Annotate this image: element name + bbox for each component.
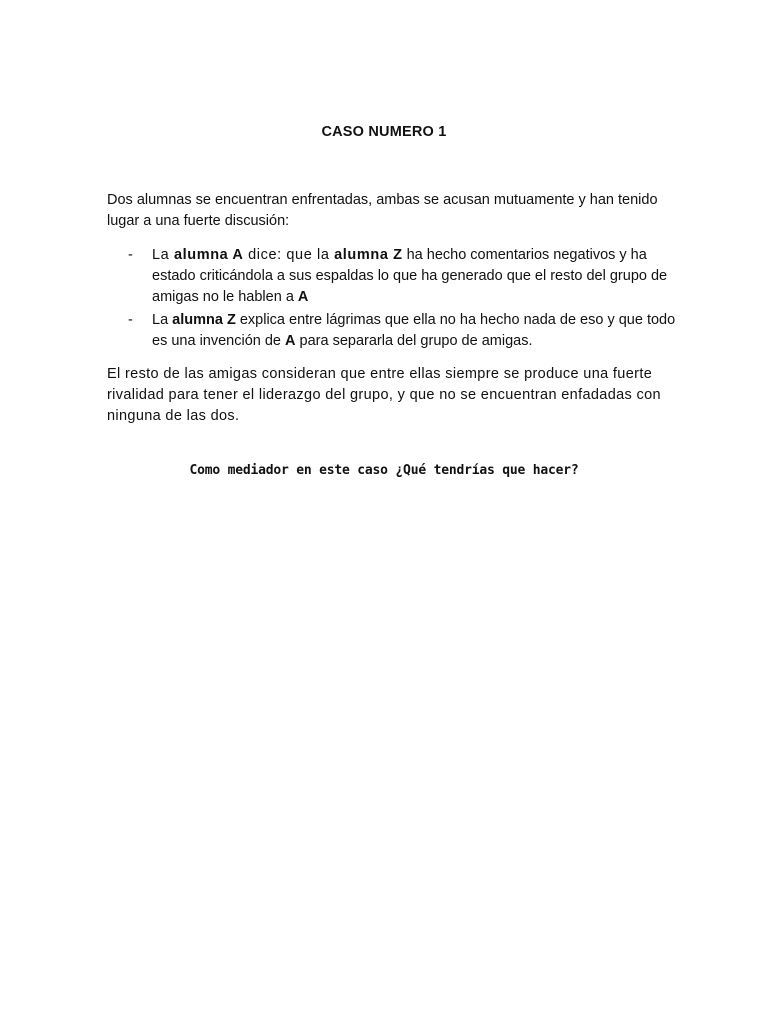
statement-text: La <box>152 312 173 328</box>
student-z-label: alumna Z <box>172 312 236 328</box>
list-item-statement-a <box>107 245 687 308</box>
statement-text: para separarla del grupo de amigas. <box>295 333 533 349</box>
case-statements-list <box>107 245 687 354</box>
list-item-statement-z <box>107 310 687 352</box>
statement-text: dice: que la <box>243 247 335 263</box>
mediator-question: Como mediador en este caso ¿Qué tendrías que hacer? <box>189 463 579 478</box>
intro-paragraph: Dos alumnas se encuentran enfrentadas, ambas se acusan mutuamente y han tenido lugar a una fuerte discusión: <box>107 192 658 229</box>
list-dash: - <box>128 247 133 263</box>
closing-paragraph: El resto de las amigas consideran que entre ellas siempre se produce una fuerte rivalidad para tener el liderazgo del grupo, y que no se encuentran enfadadas con ninguna de las dos. <box>107 366 661 424</box>
document-title: CASO NUMERO 1 <box>321 124 447 140</box>
list-dash: - <box>128 312 133 328</box>
student-a-label: alumna A <box>173 247 244 263</box>
statement-text: explica entre lágrimas que ella no ha hecho nada de eso y que todo es una invención de <box>152 312 676 349</box>
student-a-short-label: A <box>297 289 309 305</box>
student-a-short-label: A <box>285 333 296 349</box>
statement-text: ha hecho comentarios negativos y ha estado criticándola a sus espaldas lo que ha generado que el resto del grupo de amigas no le hablen a <box>152 247 668 305</box>
student-z-label: alumna Z <box>334 247 403 263</box>
statement-text: La <box>152 247 174 263</box>
